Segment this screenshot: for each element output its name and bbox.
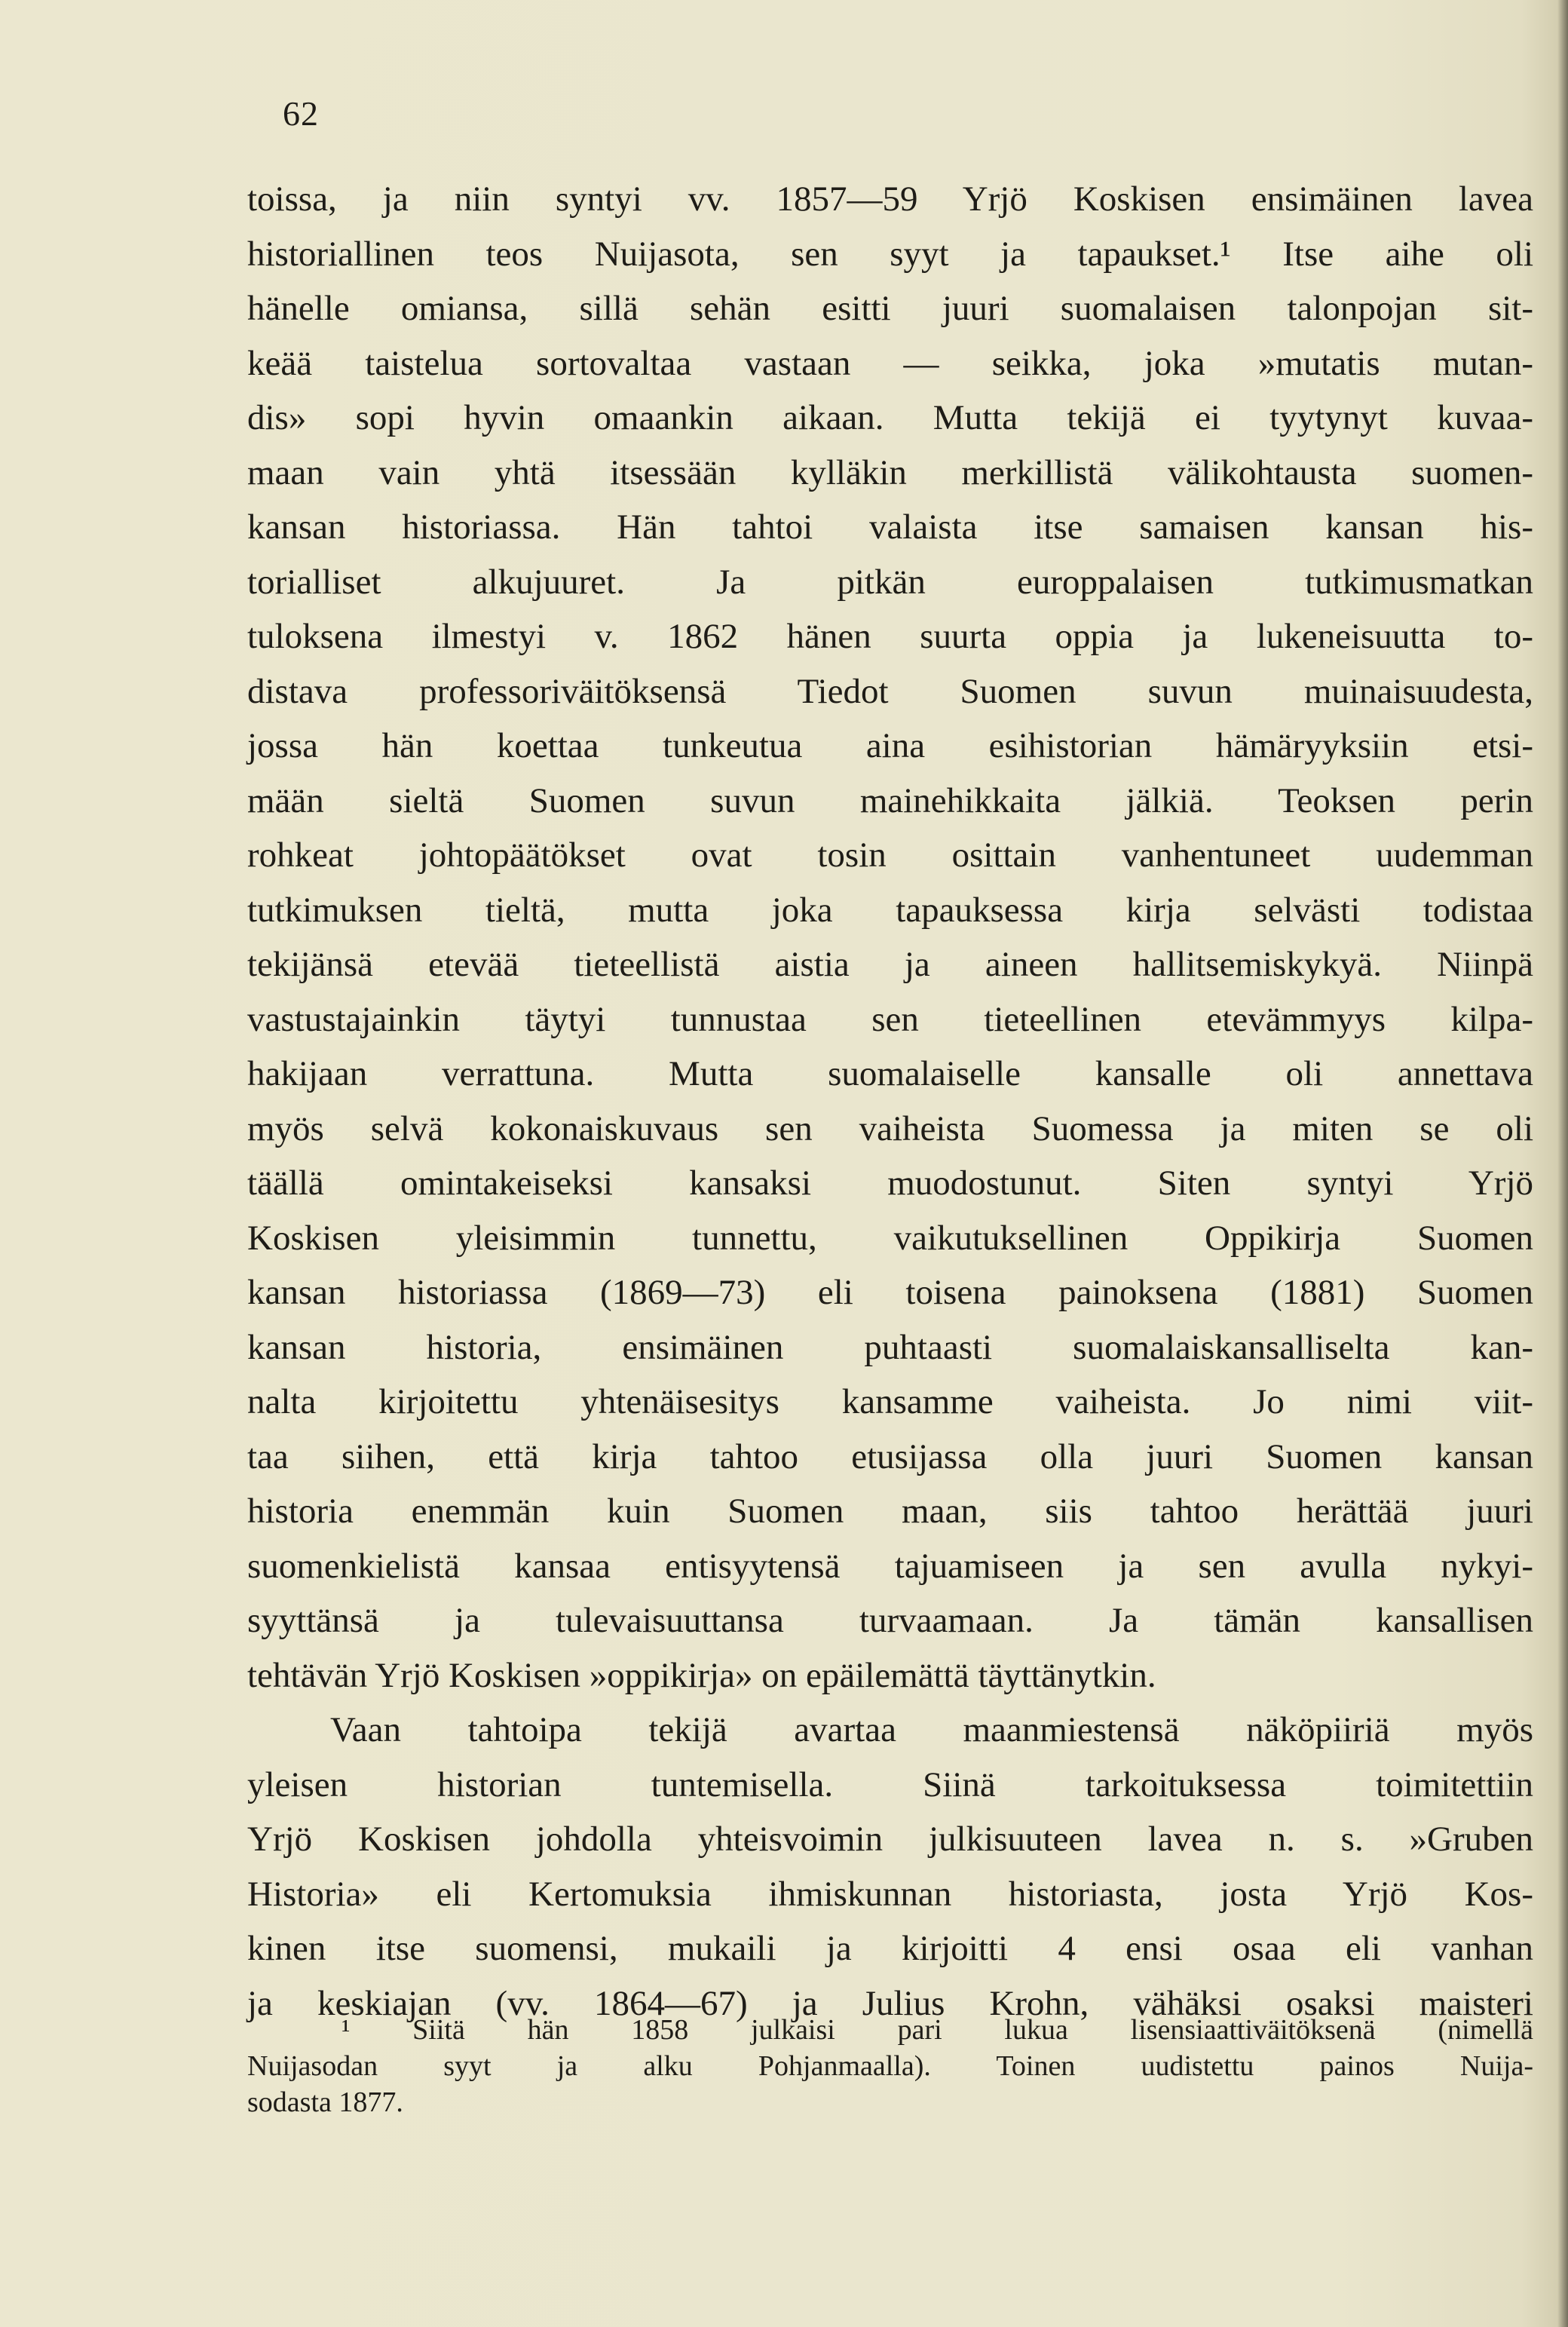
text-line: keää taistelua sortovaltaa vastaan — seikka, joka »mutatis mutan- — [247, 343, 1533, 383]
text-line: tuloksena ilmestyi v. 1862 hänen suurta oppia ja lukeneisuutta to- — [247, 617, 1533, 656]
text-line: kansan historiassa. Hän tahtoi valaista itse samaisen kansan his- — [247, 507, 1533, 547]
text-line: suomenkielistä kansaa entisyytensä tajuamiseen ja sen avulla nykyi- — [247, 1546, 1533, 1586]
text-line: distava professoriväitöksensä Tiedot Suomen suvun muinaisuudesta, — [247, 671, 1533, 711]
footnote-line: Nuijasodan syyt ja alku Pohjanmaalla). Toinen uudistettu painos Nuija- — [247, 2050, 1533, 2082]
text-line: nalta kirjoitettu yhtenäisesitys kansamme vaiheista. Jo nimi viit- — [247, 1382, 1533, 1421]
text-line: kansan historia, ensimäinen puhtaasti suomalaiskansalliselta kan- — [247, 1327, 1533, 1367]
text-line: maan vain yhtä itsessään kylläkin merkillistä välikohtausta suomen- — [247, 452, 1533, 492]
text-line: Historia» eli Kertomuksia ihmiskunnan historiasta, josta Yrjö Kos- — [247, 1874, 1533, 1914]
text-line: hakijaan verrattuna. Mutta suomalaiselle kansalle oli annettava — [247, 1054, 1533, 1093]
text-line: vastustajainkin täytyi tunnustaa sen tieteellinen etevämmyys kilpa- — [247, 999, 1533, 1039]
text-line: kinen itse suomensi, mukaili ja kirjoitti 4 ensi osaa eli vanhan — [247, 1929, 1533, 1968]
text-line: jossa hän koettaa tunkeutua aina esihistorian hämäryyksiin etsi- — [247, 726, 1533, 765]
text-line: dis» sopi hyvin omaankin aikaan. Mutta tekijä ei tyytynyt kuvaa- — [247, 398, 1533, 437]
text-line: tekijänsä etevää tieteellistä aistia ja aineen hallitsemiskykyä. Niinpä — [247, 945, 1533, 984]
text-line: yleisen historian tuntemisella. Siinä tarkoituksessa toimitettiin — [247, 1764, 1533, 1804]
text-line: myös selvä kokonaiskuvaus sen vaiheista Suomessa ja miten se oli — [247, 1108, 1533, 1148]
footnotes — [247, 2012, 1533, 2120]
text-line: rohkeat johtopäätökset ovat tosin osittain vanhentuneet uudemman — [247, 835, 1533, 875]
text-line: kansan historiassa (1869—73) eli toisena painoksena (1881) Suomen — [247, 1273, 1533, 1312]
text-line: Koskisen yleisimmin tunnettu, vaikutuksellinen Oppikirja Suomen — [247, 1218, 1533, 1258]
body-text — [247, 172, 1533, 2031]
text-line: ja keskiajan (vv. 1864—67) ja Julius Krohn, vähäksi osaksi maisteri — [247, 1983, 1533, 2023]
text-line: toissa, ja niin syntyi vv. 1857—59 Yrjö Koskisen ensimäinen lavea — [247, 179, 1533, 219]
text-line-paragraph-start: Vaan tahtoipa tekijä avartaa maanmiestensä näköpiiriä myös — [330, 1710, 1533, 1749]
text-line: täällä omintakeiseksi kansaksi muodostunut. Siten syntyi Yrjö — [247, 1164, 1533, 1203]
text-line: taa siihen, että kirja tahtoo etusijassa olla juuri Suomen kansan — [247, 1436, 1533, 1476]
text-line: tehtävän Yrjö Koskisen »oppikirja» on epäilemättä täyttänytkin. — [247, 1655, 1156, 1695]
page-edge-shadow — [1557, 0, 1568, 2327]
text-line: syyttänsä ja tulevaisuuttansa turvaamaan. Ja tämän kansallisen — [247, 1601, 1533, 1640]
text-line: historia enemmän kuin Suomen maan, siis tahtoo herättää juuri — [247, 1492, 1533, 1531]
page-number: 62 — [283, 94, 319, 133]
text-line: mään sieltä Suomen suvun mainehikkaita jälkiä. Teoksen perin — [247, 780, 1533, 820]
text-line: historiallinen teos Nuijasota, sen syyt ja tapaukset.¹ Itse aihe oli — [247, 234, 1533, 274]
text-line: Yrjö Koskisen johdolla yhteisvoimin julkisuuteen lavea n. s. »Gruben — [247, 1820, 1533, 1859]
text-line: tutkimuksen tieltä, mutta joka tapauksessa kirja selvästi todistaa — [247, 890, 1533, 930]
text-line: hänelle omiansa, sillä sehän esitti juuri suomalaisen talonpojan sit- — [247, 289, 1533, 328]
text-line: torialliset alkujuuret. Ja pitkän europpalaisen tutkimusmatkan — [247, 562, 1533, 602]
footnote-line: ¹ Siitä hän 1858 julkaisi pari lukua lisensiaattiväitöksenä (nimellä — [341, 2014, 1533, 2046]
footnote-line: sodasta 1877. — [247, 2086, 403, 2118]
